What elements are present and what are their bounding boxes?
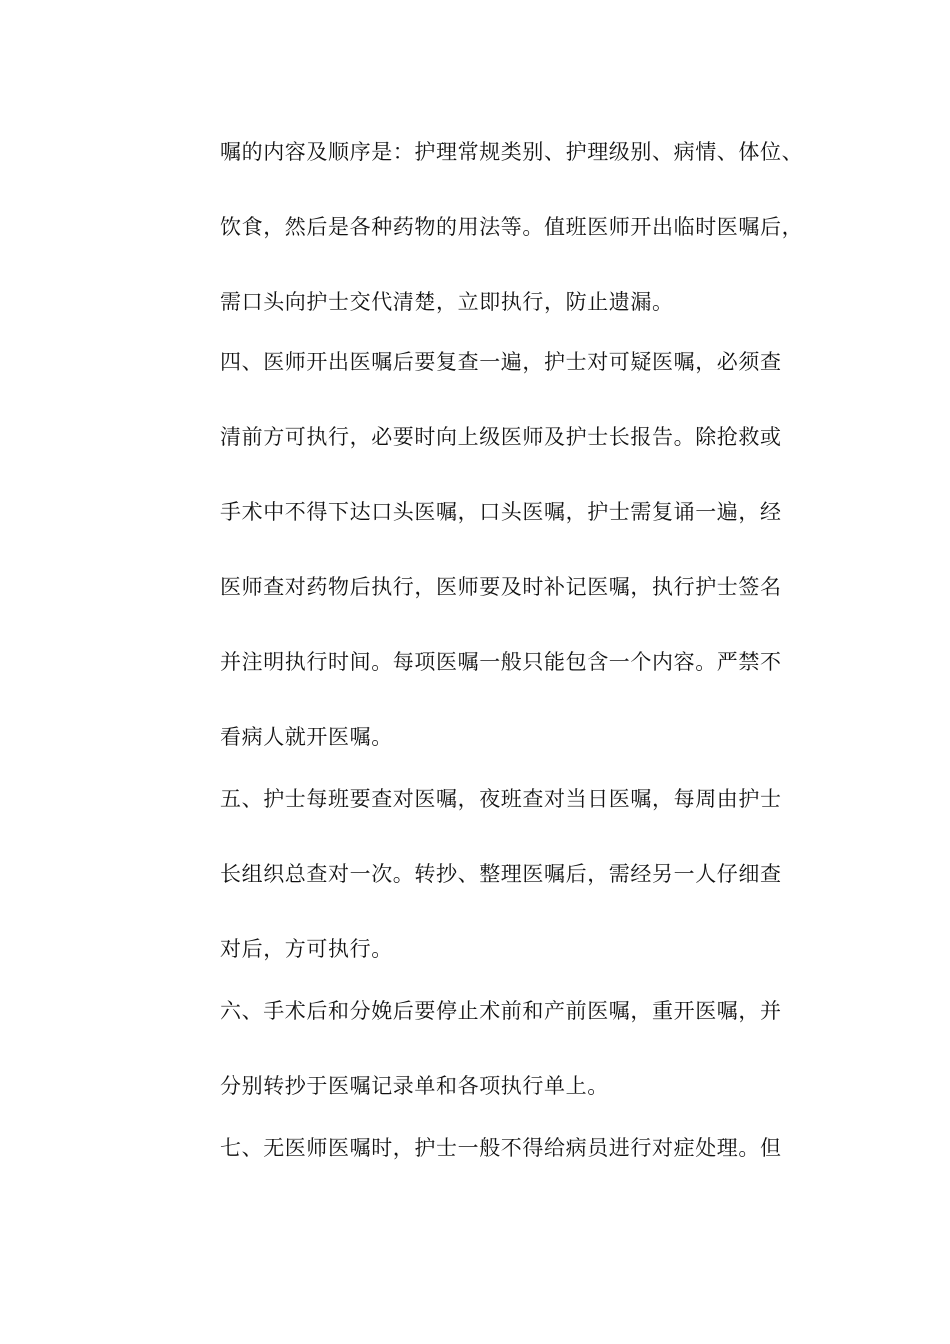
text-line-3: 需口头向护士交代清楚，立即执行，防止遗漏。	[220, 290, 674, 314]
text-line-5: 清前方可执行，必要时向上级医师及护士长报告。除抢救或	[220, 425, 782, 449]
text-line-6: 手术中不得下达口头医嘱，口头医嘱，护士需复诵一遍，经	[220, 500, 782, 524]
text-line-10: 五、护士每班要查对医嘱，夜班查对当日医嘱，每周由护士	[220, 787, 782, 811]
text-line-9: 看病人就开医嘱。	[220, 725, 393, 749]
text-line-7: 医师查对药物后执行，医师要及时补记医嘱，执行护士签名	[220, 575, 782, 599]
text-line-1: 嘱的内容及顺序是：护理常规类别、护理级别、病情、体位、	[220, 140, 804, 164]
text-line-14: 分别转抄于医嘱记录单和各项执行单上。	[220, 1074, 609, 1098]
text-line-4: 四、医师开出医嘱后要复查一遍，护士对可疑医嘱，必须查	[220, 350, 782, 374]
text-line-15: 七、无医师医嘱时，护士一般不得给病员进行对症处理。但	[220, 1136, 782, 1160]
text-line-13: 六、手术后和分娩后要停止术前和产前医嘱，重开医嘱，并	[220, 999, 782, 1023]
text-line-11: 长组织总查对一次。转抄、整理医嘱后，需经另一人仔细查	[220, 862, 782, 886]
text-line-8: 并注明执行时间。每项医嘱一般只能包含一个内容。严禁不	[220, 650, 782, 674]
text-line-2: 饮食，然后是各种药物的用法等。值班医师开出临时医嘱后，	[220, 215, 804, 239]
text-line-12: 对后，方可执行。	[220, 937, 393, 961]
